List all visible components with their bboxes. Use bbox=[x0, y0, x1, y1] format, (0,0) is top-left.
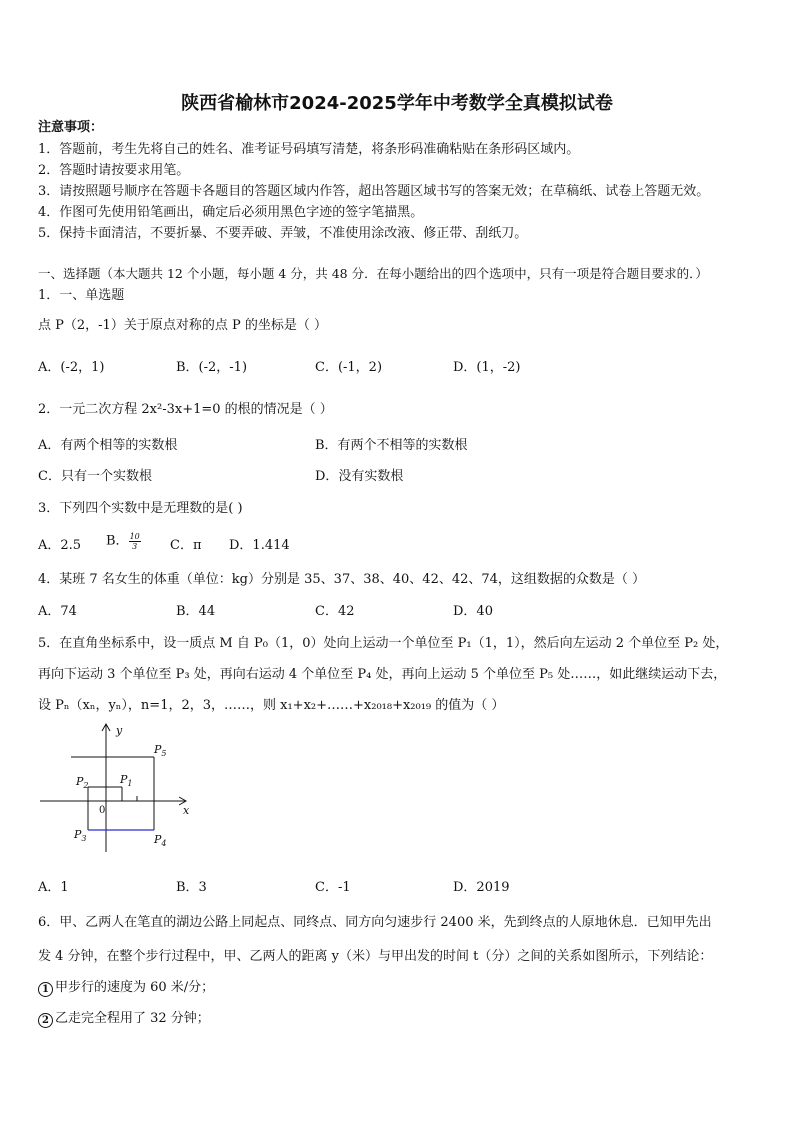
q1-option-a: A．(-2，1) bbox=[38, 360, 105, 375]
fraction bbox=[129, 532, 141, 551]
notice-heading: 注意事项： bbox=[38, 120, 104, 135]
notice-item: 2．答题时请按要求用笔。 bbox=[38, 163, 190, 178]
q4-option-c: C．42 bbox=[315, 604, 355, 619]
q2-option-b: B．有两个不相等的实数根 bbox=[315, 438, 468, 453]
p4-label: $P_4$ bbox=[154, 833, 167, 848]
q2-option-c: C．只有一个实数根 bbox=[38, 469, 152, 484]
fraction-denominator: 3 bbox=[132, 542, 138, 551]
question-6-line-1: 6．甲、乙两人在笔直的湖边公路上同起点、同终点、同方向匀速步行 2400 米，先到终点的人原地休息．已知甲先出 bbox=[38, 915, 712, 930]
q1-option-b: B．(-2，-1) bbox=[176, 360, 248, 375]
q6-conclusion-1-text: 甲步行的速度为 60 米/分； bbox=[55, 980, 215, 995]
notice-item: 1．答题前，考生先将自己的姓名、准考证号码填写清楚，将条形码准确粘贴在条形码区域内。 bbox=[38, 142, 580, 157]
q5-option-a: A．1 bbox=[38, 880, 69, 895]
q6-conclusion-2 bbox=[38, 1011, 210, 1028]
q3-option-b bbox=[106, 532, 141, 551]
page-title: 陕西省榆林市2024-2025学年中考数学全真模拟试卷 bbox=[181, 93, 613, 114]
q5-option-d: D．2019 bbox=[453, 880, 510, 895]
q2-option-d: D．没有实数根 bbox=[315, 469, 404, 484]
fraction-numerator: 10 bbox=[129, 532, 140, 541]
circled-number-1: 1 bbox=[38, 982, 53, 997]
q1-option-c: C．(-1，2) bbox=[315, 360, 383, 375]
p3-label: $P_3$ bbox=[74, 828, 87, 843]
q3-option-c: C．π bbox=[170, 538, 202, 553]
p5-label: $P_5$ bbox=[154, 743, 167, 758]
q4-option-d: D．40 bbox=[453, 604, 493, 619]
q3-option-d: D．1.414 bbox=[229, 538, 290, 553]
notice-item: 5．保持卡面清洁，不要折暴、不要弄破、弄皱，不准使用涂改液、修正带、刮纸刀。 bbox=[38, 226, 528, 241]
p1-label: $P_1$ bbox=[120, 773, 133, 788]
question-5-line-3: 设 Pₙ（xₙ，yₙ），n=1，2，3，……，则 x₁+x₂+……+x₂₀₁₈+x₂₀₁₉ 的值为（ ） bbox=[38, 698, 505, 713]
question-4-stem: 4．某班 7 名女生的体重（单位：kg）分别是 35、37、38、40、42、42、74，这组数据的众数是（ ） bbox=[38, 572, 646, 587]
notice-item: 4．作图可先使用铅笔画出，确定后必须用黑色字迹的签字笔描黑。 bbox=[38, 205, 424, 220]
question-5-line-1: 5．在直角坐标系中，设一质点 M 自 P₀（1，0）处向上运动一个单位至 P₁（1，1），然后向左运动 2 个单位至 P₂ 处， bbox=[38, 636, 729, 651]
origin-label: 0 bbox=[99, 805, 106, 816]
q2-option-a: A．有两个相等的实数根 bbox=[38, 438, 178, 453]
question-6-line-2: 发 4 分钟，在整个步行过程中，甲、乙两人的距离 y（米）与甲出发的时间 t（分）之间的关系如图所示，下列结论： bbox=[38, 949, 713, 964]
q4-option-a: A．74 bbox=[38, 604, 77, 619]
q3-option-a: A．2.5 bbox=[38, 538, 82, 553]
q5-option-c: C．-1 bbox=[315, 880, 351, 895]
question-3-stem: 3．下列四个实数中是无理数的是( ) bbox=[38, 501, 243, 516]
q6-conclusion-1 bbox=[38, 980, 214, 997]
q5-option-b: B．3 bbox=[176, 880, 207, 895]
q5-coordinate-figure bbox=[36, 720, 206, 855]
x-axis-label: x bbox=[183, 804, 190, 817]
section-subheading: 1．一、单选题 bbox=[38, 288, 125, 303]
p2-label: $P_2$ bbox=[76, 775, 89, 790]
q4-option-b: B．44 bbox=[176, 604, 216, 619]
notice-item: 3．请按照题号顺序在答题卡各题目的答题区域内作答，超出答题区域书写的答案无效；在草稿纸、试卷上答题无效。 bbox=[38, 184, 710, 199]
q3-option-b-prefix: B． bbox=[106, 533, 129, 549]
section-heading: 一、选择题（本大题共 12 个小题，每小题 4 分，共 48 分．在每小题给出的四个选项中，只有一项是符合题目要求的．） bbox=[38, 266, 708, 281]
y-axis-label: y bbox=[116, 724, 123, 737]
question-5-line-2: 再向下运动 3 个单位至 P₃ 处，再向右运动 4 个单位至 P₄ 处，再向上运动 5 个单位至 P₅ 处……，如此继续运动下去， bbox=[38, 667, 727, 682]
q1-option-d: D．(1，-2) bbox=[453, 360, 521, 375]
question-2-stem: 2．一元二次方程 2x²-3x+1=0 的根的情况是（ ） bbox=[38, 402, 333, 417]
circled-number-2: 2 bbox=[38, 1013, 53, 1028]
q6-conclusion-2-text: 乙走完全程用了 32 分钟； bbox=[55, 1011, 210, 1026]
question-1-stem: 点 P（2，-1）关于原点对称的点 P 的坐标是（ ） bbox=[38, 318, 327, 333]
